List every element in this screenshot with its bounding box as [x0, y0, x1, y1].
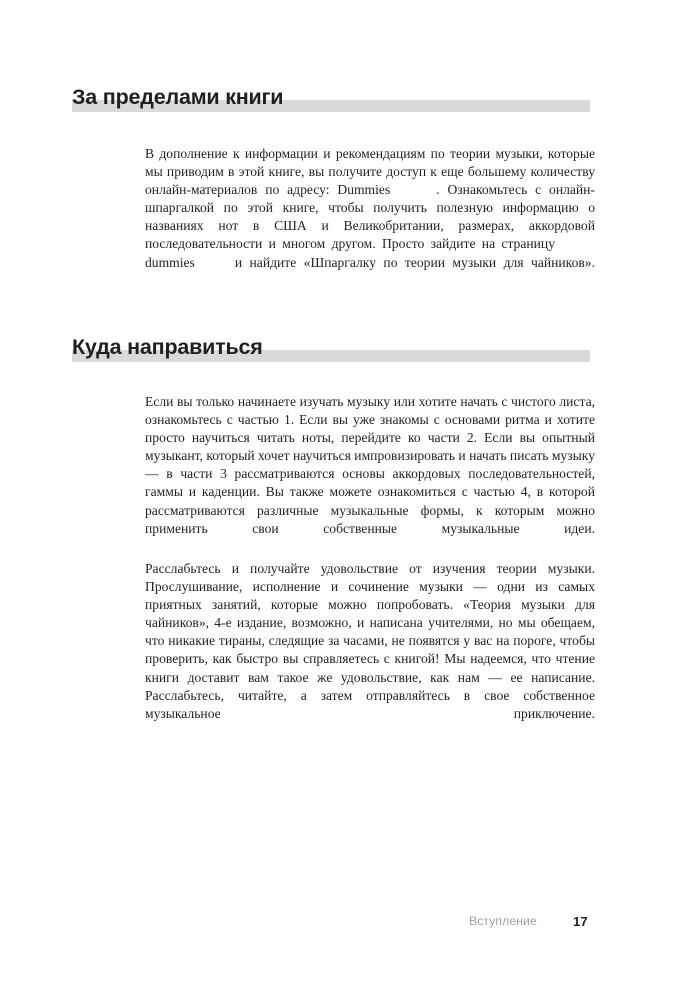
section-heading-beyond-the-book [72, 78, 590, 112]
section-heading-where-to-go [72, 328, 590, 362]
paragraph-beyond-the-book [145, 145, 595, 290]
paragraph-text: Если вы только начинаете изучать музыку или хотите начать с чистого листа, ознакомьтесь с частью 1. Если вы уже знакомы с основами ритма и хотите просто научиться читать ноты, перейдите ко части 2. Если вы опытный музыкант, который хочет научиться импровизировать и начать писать музыку — в части 3 рассматриваются основы аккордовых последовательностей, гаммы и каденции. Вы также можете ознакомиться с частью 4, в которой рассматриваются различные музыкальные формы, к которым можно применить свои собственные музыкальные идеи. [145, 394, 596, 536]
heading-text: За пределами книги [72, 84, 284, 109]
paragraph-text-part-4: и найдите «Шпаргалку по теории музыки для чайников». [234, 254, 595, 270]
paragraph-text-part-1: В дополнение к информации и рекомендациям по теории музыки, которые мы приводим в этой книге, вы получите доступ к еще большему количеству онлайн-материалов по адресу: Dummies [145, 146, 595, 198]
paragraph-text [145, 145, 595, 290]
page-footer [0, 914, 682, 936]
paragraph-text-part-3: dummies [145, 254, 195, 270]
paragraph-where-to-go-1 [145, 393, 595, 556]
footer-page-number: 17 [573, 914, 588, 929]
heading-text: Куда направиться [72, 334, 263, 359]
paragraph-where-to-go-2 [145, 560, 595, 741]
paragraph-text: Расслабьтесь и получайте удовольствие от изучения теории музыки. Прослушивание, исполнение и сочинение музыки — одни из самых приятных занятий, которые можно попробовать. «Теория музыки для чайников», 4-е издание, возможно, и написана учителями, но мы обещаем, что никакие тираны, следящие за часами, не появятся у вас на пороге, чтобы проверить, как быстро вы справляетесь с книгой! Мы надеемся, что чтение книги доставит вам такое же удовольствие, как нам — ее написание. Расслабьтесь, читайте, а затем отправляйтесь в свое собственное музыкальное приключение. [145, 561, 595, 721]
footer-section-label: Вступление [469, 914, 537, 928]
paragraph-text-part-2: . Ознакомьтесь с онлайн-шпаргалкой по этой книге, чтобы получить полезную информацию о названиях нот в США и Великобритании, размерах, аккордовой последовательности и многом другом. Просто зайдите на страницу [145, 182, 595, 252]
